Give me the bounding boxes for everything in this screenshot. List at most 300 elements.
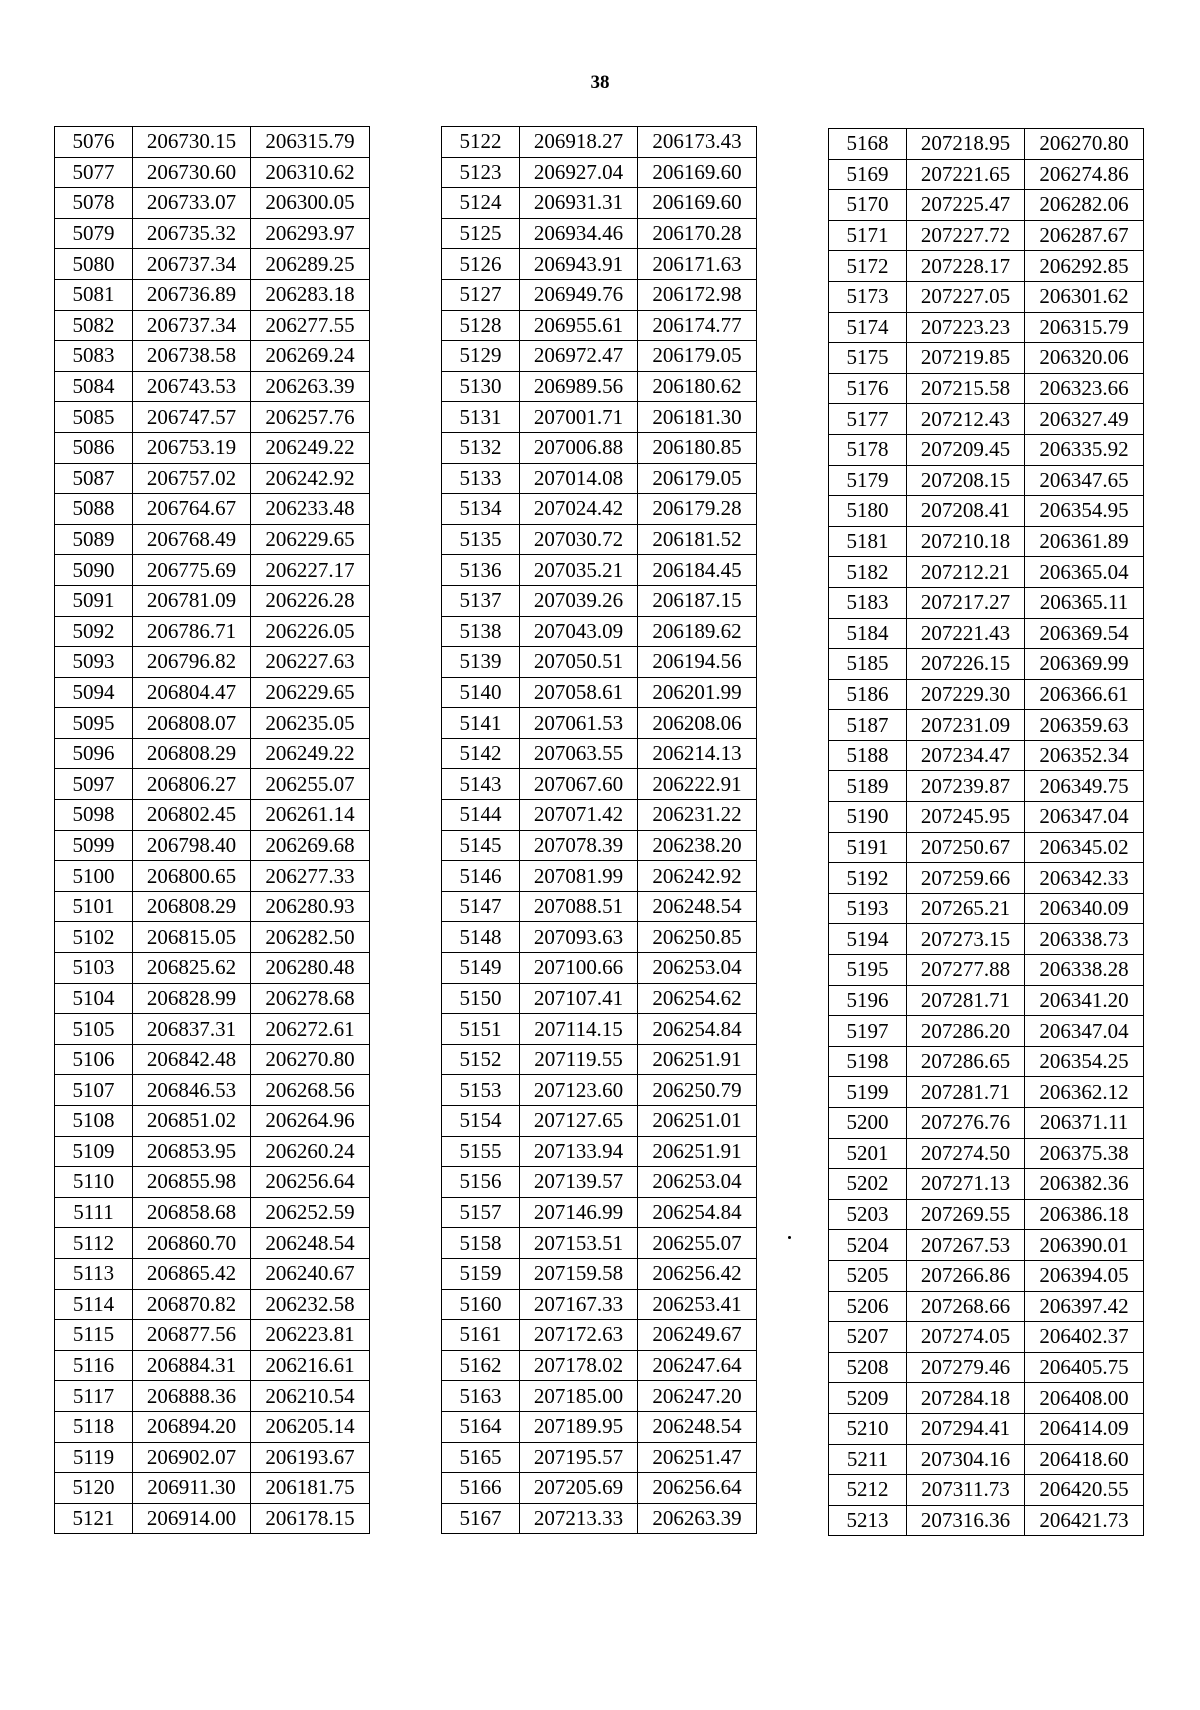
point-id-cell: 5186 bbox=[829, 679, 907, 710]
table-row bbox=[829, 1108, 1144, 1139]
y-coordinate-cell: 206365.04 bbox=[1025, 557, 1144, 588]
table-row bbox=[442, 1197, 757, 1228]
table-row bbox=[829, 832, 1144, 863]
table-row bbox=[829, 343, 1144, 374]
y-coordinate-cell: 206280.93 bbox=[251, 891, 370, 922]
x-coordinate-cell: 206918.27 bbox=[520, 127, 638, 158]
point-id-cell: 5148 bbox=[442, 922, 520, 953]
point-id-cell: 5170 bbox=[829, 190, 907, 221]
x-coordinate-cell: 206884.31 bbox=[133, 1350, 251, 1381]
table-row bbox=[442, 585, 757, 616]
x-coordinate-cell: 207058.61 bbox=[520, 677, 638, 708]
point-id-cell: 5143 bbox=[442, 769, 520, 800]
table-row bbox=[55, 188, 370, 219]
point-id-cell: 5131 bbox=[442, 402, 520, 433]
point-id-cell: 5205 bbox=[829, 1260, 907, 1291]
y-coordinate-cell: 206347.04 bbox=[1025, 802, 1144, 833]
y-coordinate-cell: 206277.33 bbox=[251, 861, 370, 892]
coordinate-table-2 bbox=[441, 126, 757, 1534]
point-id-cell: 5125 bbox=[442, 218, 520, 249]
table-row bbox=[55, 1228, 370, 1259]
y-coordinate-cell: 206235.05 bbox=[251, 708, 370, 739]
y-coordinate-cell: 206227.17 bbox=[251, 555, 370, 586]
table-row bbox=[55, 371, 370, 402]
y-coordinate-cell: 206287.67 bbox=[1025, 220, 1144, 251]
y-coordinate-cell: 206386.18 bbox=[1025, 1199, 1144, 1230]
y-coordinate-cell: 206253.41 bbox=[638, 1289, 757, 1320]
y-coordinate-cell: 206256.64 bbox=[251, 1167, 370, 1198]
table-row bbox=[829, 1230, 1144, 1261]
y-coordinate-cell: 206263.39 bbox=[251, 371, 370, 402]
table-row bbox=[55, 310, 370, 341]
table-row bbox=[829, 1169, 1144, 1200]
x-coordinate-cell: 207063.55 bbox=[520, 738, 638, 769]
y-coordinate-cell: 206327.49 bbox=[1025, 404, 1144, 435]
table-row bbox=[829, 863, 1144, 894]
point-id-cell: 5129 bbox=[442, 341, 520, 372]
x-coordinate-cell: 207107.41 bbox=[520, 983, 638, 1014]
y-coordinate-cell: 206342.33 bbox=[1025, 863, 1144, 894]
table-row bbox=[55, 1258, 370, 1289]
y-coordinate-cell: 206181.52 bbox=[638, 524, 757, 555]
point-id-cell: 5190 bbox=[829, 802, 907, 833]
x-coordinate-cell: 207030.72 bbox=[520, 524, 638, 555]
point-id-cell: 5156 bbox=[442, 1167, 520, 1198]
y-coordinate-cell: 206382.36 bbox=[1025, 1169, 1144, 1200]
point-id-cell: 5137 bbox=[442, 585, 520, 616]
table-row bbox=[442, 157, 757, 188]
y-coordinate-cell: 206345.02 bbox=[1025, 832, 1144, 863]
table-row bbox=[55, 1014, 370, 1045]
point-id-cell: 5166 bbox=[442, 1473, 520, 1504]
x-coordinate-cell: 206842.48 bbox=[133, 1044, 251, 1075]
y-coordinate-cell: 206247.64 bbox=[638, 1350, 757, 1381]
point-id-cell: 5151 bbox=[442, 1014, 520, 1045]
table-row bbox=[55, 1197, 370, 1228]
x-coordinate-cell: 207133.94 bbox=[520, 1136, 638, 1167]
y-coordinate-cell: 206173.43 bbox=[638, 127, 757, 158]
point-id-cell: 5080 bbox=[55, 249, 133, 280]
point-id-cell: 5197 bbox=[829, 1016, 907, 1047]
point-id-cell: 5187 bbox=[829, 710, 907, 741]
y-coordinate-cell: 206179.05 bbox=[638, 463, 757, 494]
table-row bbox=[829, 373, 1144, 404]
point-id-cell: 5099 bbox=[55, 830, 133, 861]
x-coordinate-cell: 207229.30 bbox=[907, 679, 1025, 710]
y-coordinate-cell: 206300.05 bbox=[251, 188, 370, 219]
table-row bbox=[442, 616, 757, 647]
point-id-cell: 5117 bbox=[55, 1381, 133, 1412]
x-coordinate-cell: 207205.69 bbox=[520, 1473, 638, 1504]
y-coordinate-cell: 206180.85 bbox=[638, 432, 757, 463]
y-coordinate-cell: 206264.96 bbox=[251, 1106, 370, 1137]
point-id-cell: 5155 bbox=[442, 1136, 520, 1167]
table-row bbox=[829, 1199, 1144, 1230]
y-coordinate-cell: 206362.12 bbox=[1025, 1077, 1144, 1108]
y-coordinate-cell: 206270.80 bbox=[251, 1044, 370, 1075]
point-id-cell: 5103 bbox=[55, 953, 133, 984]
table-row bbox=[829, 1046, 1144, 1077]
x-coordinate-cell: 206894.20 bbox=[133, 1411, 251, 1442]
y-coordinate-cell: 206280.48 bbox=[251, 953, 370, 984]
table-row bbox=[55, 738, 370, 769]
table-row bbox=[55, 1381, 370, 1412]
point-id-cell: 5077 bbox=[55, 157, 133, 188]
y-coordinate-cell: 206232.58 bbox=[251, 1289, 370, 1320]
point-id-cell: 5172 bbox=[829, 251, 907, 282]
table-row bbox=[829, 1505, 1144, 1536]
x-coordinate-cell: 206806.27 bbox=[133, 769, 251, 800]
point-id-cell: 5078 bbox=[55, 188, 133, 219]
x-coordinate-cell: 206753.19 bbox=[133, 432, 251, 463]
x-coordinate-cell: 207274.05 bbox=[907, 1322, 1025, 1353]
table-row bbox=[55, 494, 370, 525]
point-id-cell: 5167 bbox=[442, 1503, 520, 1534]
y-coordinate-cell: 206180.62 bbox=[638, 371, 757, 402]
x-coordinate-cell: 207294.41 bbox=[907, 1413, 1025, 1444]
point-id-cell: 5159 bbox=[442, 1258, 520, 1289]
point-id-cell: 5090 bbox=[55, 555, 133, 586]
point-id-cell: 5132 bbox=[442, 432, 520, 463]
x-coordinate-cell: 207223.23 bbox=[907, 312, 1025, 343]
point-id-cell: 5110 bbox=[55, 1167, 133, 1198]
x-coordinate-cell: 207119.55 bbox=[520, 1044, 638, 1075]
table-row bbox=[442, 341, 757, 372]
x-coordinate-cell: 206931.31 bbox=[520, 188, 638, 219]
y-coordinate-cell: 206251.91 bbox=[638, 1044, 757, 1075]
table-row bbox=[442, 1411, 757, 1442]
table-row bbox=[442, 1228, 757, 1259]
table-row bbox=[829, 465, 1144, 496]
table-row bbox=[442, 371, 757, 402]
table-row bbox=[442, 891, 757, 922]
x-coordinate-cell: 207227.72 bbox=[907, 220, 1025, 251]
table-row bbox=[442, 1106, 757, 1137]
y-coordinate-cell: 206282.06 bbox=[1025, 190, 1144, 221]
x-coordinate-cell: 207208.41 bbox=[907, 496, 1025, 527]
x-coordinate-cell: 207221.65 bbox=[907, 159, 1025, 190]
y-coordinate-cell: 206315.79 bbox=[1025, 312, 1144, 343]
point-id-cell: 5136 bbox=[442, 555, 520, 586]
x-coordinate-cell: 206860.70 bbox=[133, 1228, 251, 1259]
table-row bbox=[829, 434, 1144, 465]
y-coordinate-cell: 206240.67 bbox=[251, 1258, 370, 1289]
point-id-cell: 5158 bbox=[442, 1228, 520, 1259]
x-coordinate-cell: 206851.02 bbox=[133, 1106, 251, 1137]
y-coordinate-cell: 206226.05 bbox=[251, 616, 370, 647]
table-row bbox=[442, 830, 757, 861]
y-coordinate-cell: 206349.75 bbox=[1025, 771, 1144, 802]
x-coordinate-cell: 206858.68 bbox=[133, 1197, 251, 1228]
x-coordinate-cell: 207269.55 bbox=[907, 1199, 1025, 1230]
point-id-cell: 5095 bbox=[55, 708, 133, 739]
y-coordinate-cell: 206323.66 bbox=[1025, 373, 1144, 404]
x-coordinate-cell: 207245.95 bbox=[907, 802, 1025, 833]
x-coordinate-cell: 207221.43 bbox=[907, 618, 1025, 649]
table-row bbox=[442, 800, 757, 831]
table-row bbox=[829, 1016, 1144, 1047]
y-coordinate-cell: 206201.99 bbox=[638, 677, 757, 708]
table-row bbox=[442, 769, 757, 800]
x-coordinate-cell: 207311.73 bbox=[907, 1475, 1025, 1506]
x-coordinate-cell: 207279.46 bbox=[907, 1352, 1025, 1383]
x-coordinate-cell: 207001.71 bbox=[520, 402, 638, 433]
point-id-cell: 5122 bbox=[442, 127, 520, 158]
x-coordinate-cell: 206877.56 bbox=[133, 1320, 251, 1351]
point-id-cell: 5135 bbox=[442, 524, 520, 555]
x-coordinate-cell: 207304.16 bbox=[907, 1444, 1025, 1475]
x-coordinate-cell: 206747.57 bbox=[133, 402, 251, 433]
x-coordinate-cell: 207316.36 bbox=[907, 1505, 1025, 1536]
x-coordinate-cell: 206815.05 bbox=[133, 922, 251, 953]
x-coordinate-cell: 207014.08 bbox=[520, 463, 638, 494]
table-row bbox=[829, 496, 1144, 527]
point-id-cell: 5134 bbox=[442, 494, 520, 525]
y-coordinate-cell: 206394.05 bbox=[1025, 1260, 1144, 1291]
table-row bbox=[442, 983, 757, 1014]
x-coordinate-cell: 207123.60 bbox=[520, 1075, 638, 1106]
y-coordinate-cell: 206226.28 bbox=[251, 585, 370, 616]
y-coordinate-cell: 206274.86 bbox=[1025, 159, 1144, 190]
x-coordinate-cell: 207225.47 bbox=[907, 190, 1025, 221]
point-id-cell: 5127 bbox=[442, 279, 520, 310]
y-coordinate-cell: 206194.56 bbox=[638, 647, 757, 678]
y-coordinate-cell: 206250.85 bbox=[638, 922, 757, 953]
y-coordinate-cell: 206181.75 bbox=[251, 1473, 370, 1504]
x-coordinate-cell: 207250.67 bbox=[907, 832, 1025, 863]
y-coordinate-cell: 206282.50 bbox=[251, 922, 370, 953]
point-id-cell: 5213 bbox=[829, 1505, 907, 1536]
y-coordinate-cell: 206253.04 bbox=[638, 1167, 757, 1198]
y-coordinate-cell: 206315.79 bbox=[251, 127, 370, 158]
point-id-cell: 5084 bbox=[55, 371, 133, 402]
x-coordinate-cell: 207043.09 bbox=[520, 616, 638, 647]
y-coordinate-cell: 206354.25 bbox=[1025, 1046, 1144, 1077]
y-coordinate-cell: 206223.81 bbox=[251, 1320, 370, 1351]
x-coordinate-cell: 207178.02 bbox=[520, 1350, 638, 1381]
point-id-cell: 5081 bbox=[55, 279, 133, 310]
x-coordinate-cell: 207039.26 bbox=[520, 585, 638, 616]
table-row bbox=[829, 526, 1144, 557]
table-row bbox=[55, 922, 370, 953]
table-row bbox=[829, 740, 1144, 771]
table-row bbox=[829, 1383, 1144, 1414]
point-id-cell: 5178 bbox=[829, 434, 907, 465]
y-coordinate-cell: 206277.55 bbox=[251, 310, 370, 341]
x-coordinate-cell: 207215.58 bbox=[907, 373, 1025, 404]
table-row bbox=[55, 279, 370, 310]
table-row bbox=[442, 1320, 757, 1351]
x-coordinate-cell: 206808.29 bbox=[133, 891, 251, 922]
x-coordinate-cell: 207114.15 bbox=[520, 1014, 638, 1045]
x-coordinate-cell: 207195.57 bbox=[520, 1442, 638, 1473]
y-coordinate-cell: 206289.25 bbox=[251, 249, 370, 280]
y-coordinate-cell: 206414.09 bbox=[1025, 1413, 1144, 1444]
x-coordinate-cell: 207281.71 bbox=[907, 1077, 1025, 1108]
x-coordinate-cell: 207227.05 bbox=[907, 281, 1025, 312]
x-coordinate-cell: 206798.40 bbox=[133, 830, 251, 861]
y-coordinate-cell: 206170.28 bbox=[638, 218, 757, 249]
y-coordinate-cell: 206238.20 bbox=[638, 830, 757, 861]
x-coordinate-cell: 207189.95 bbox=[520, 1411, 638, 1442]
y-coordinate-cell: 206242.92 bbox=[638, 861, 757, 892]
y-coordinate-cell: 206421.73 bbox=[1025, 1505, 1144, 1536]
table-row bbox=[55, 677, 370, 708]
x-coordinate-cell: 206800.65 bbox=[133, 861, 251, 892]
y-coordinate-cell: 206359.63 bbox=[1025, 710, 1144, 741]
point-id-cell: 5147 bbox=[442, 891, 520, 922]
point-id-cell: 5165 bbox=[442, 1442, 520, 1473]
point-id-cell: 5097 bbox=[55, 769, 133, 800]
x-coordinate-cell: 207274.50 bbox=[907, 1138, 1025, 1169]
table-row bbox=[442, 1258, 757, 1289]
y-coordinate-cell: 206263.39 bbox=[638, 1503, 757, 1534]
table-row bbox=[55, 463, 370, 494]
x-coordinate-cell: 206736.89 bbox=[133, 279, 251, 310]
y-coordinate-cell: 206354.95 bbox=[1025, 496, 1144, 527]
point-id-cell: 5185 bbox=[829, 649, 907, 680]
x-coordinate-cell: 206737.34 bbox=[133, 310, 251, 341]
y-coordinate-cell: 206418.60 bbox=[1025, 1444, 1144, 1475]
point-id-cell: 5171 bbox=[829, 220, 907, 251]
y-coordinate-cell: 206320.06 bbox=[1025, 343, 1144, 374]
table-row bbox=[442, 1503, 757, 1534]
table-row bbox=[829, 710, 1144, 741]
y-coordinate-cell: 206301.62 bbox=[1025, 281, 1144, 312]
point-id-cell: 5180 bbox=[829, 496, 907, 527]
point-id-cell: 5140 bbox=[442, 677, 520, 708]
y-coordinate-cell: 206256.42 bbox=[638, 1258, 757, 1289]
y-coordinate-cell: 206338.28 bbox=[1025, 955, 1144, 986]
x-coordinate-cell: 206934.46 bbox=[520, 218, 638, 249]
y-coordinate-cell: 206375.38 bbox=[1025, 1138, 1144, 1169]
table-row bbox=[442, 432, 757, 463]
y-coordinate-cell: 206187.15 bbox=[638, 585, 757, 616]
x-coordinate-cell: 207208.15 bbox=[907, 465, 1025, 496]
point-id-cell: 5113 bbox=[55, 1258, 133, 1289]
point-id-cell: 5153 bbox=[442, 1075, 520, 1106]
point-id-cell: 5139 bbox=[442, 647, 520, 678]
y-coordinate-cell: 206254.84 bbox=[638, 1014, 757, 1045]
x-coordinate-cell: 206825.62 bbox=[133, 953, 251, 984]
y-coordinate-cell: 206249.67 bbox=[638, 1320, 757, 1351]
y-coordinate-cell: 206269.68 bbox=[251, 830, 370, 861]
table-row bbox=[55, 800, 370, 831]
point-id-cell: 5109 bbox=[55, 1136, 133, 1167]
point-id-cell: 5123 bbox=[442, 157, 520, 188]
y-coordinate-cell: 206420.55 bbox=[1025, 1475, 1144, 1506]
x-coordinate-cell: 207050.51 bbox=[520, 647, 638, 678]
y-coordinate-cell: 206347.65 bbox=[1025, 465, 1144, 496]
point-id-cell: 5088 bbox=[55, 494, 133, 525]
table-row bbox=[55, 1411, 370, 1442]
x-coordinate-cell: 206888.36 bbox=[133, 1381, 251, 1412]
point-id-cell: 5142 bbox=[442, 738, 520, 769]
point-id-cell: 5087 bbox=[55, 463, 133, 494]
table-row bbox=[55, 341, 370, 372]
y-coordinate-cell: 206397.42 bbox=[1025, 1291, 1144, 1322]
point-id-cell: 5118 bbox=[55, 1411, 133, 1442]
y-coordinate-cell: 206252.59 bbox=[251, 1197, 370, 1228]
y-coordinate-cell: 206283.18 bbox=[251, 279, 370, 310]
x-coordinate-cell: 206927.04 bbox=[520, 157, 638, 188]
point-id-cell: 5107 bbox=[55, 1075, 133, 1106]
table-row bbox=[55, 555, 370, 586]
x-coordinate-cell: 207185.00 bbox=[520, 1381, 638, 1412]
point-id-cell: 5120 bbox=[55, 1473, 133, 1504]
x-coordinate-cell: 207035.21 bbox=[520, 555, 638, 586]
point-id-cell: 5089 bbox=[55, 524, 133, 555]
x-coordinate-cell: 206870.82 bbox=[133, 1289, 251, 1320]
x-coordinate-cell: 206808.29 bbox=[133, 738, 251, 769]
point-id-cell: 5211 bbox=[829, 1444, 907, 1475]
table-row bbox=[442, 708, 757, 739]
table-row bbox=[442, 922, 757, 953]
y-coordinate-cell: 206231.22 bbox=[638, 800, 757, 831]
table-row bbox=[55, 1473, 370, 1504]
point-id-cell: 5119 bbox=[55, 1442, 133, 1473]
point-id-cell: 5085 bbox=[55, 402, 133, 433]
x-coordinate-cell: 206914.00 bbox=[133, 1503, 251, 1534]
point-id-cell: 5184 bbox=[829, 618, 907, 649]
table-row bbox=[829, 1077, 1144, 1108]
x-coordinate-cell: 207217.27 bbox=[907, 587, 1025, 618]
x-coordinate-cell: 207127.65 bbox=[520, 1106, 638, 1137]
table-row bbox=[829, 955, 1144, 986]
x-coordinate-cell: 207286.20 bbox=[907, 1016, 1025, 1047]
x-coordinate-cell: 206764.67 bbox=[133, 494, 251, 525]
table-row bbox=[829, 1475, 1144, 1506]
point-id-cell: 5100 bbox=[55, 861, 133, 892]
table-row bbox=[55, 891, 370, 922]
y-coordinate-cell: 206179.28 bbox=[638, 494, 757, 525]
point-id-cell: 5124 bbox=[442, 188, 520, 219]
y-coordinate-cell: 206210.54 bbox=[251, 1381, 370, 1412]
x-coordinate-cell: 207209.45 bbox=[907, 434, 1025, 465]
x-coordinate-cell: 207167.33 bbox=[520, 1289, 638, 1320]
x-coordinate-cell: 207159.58 bbox=[520, 1258, 638, 1289]
y-coordinate-cell: 206366.61 bbox=[1025, 679, 1144, 710]
x-coordinate-cell: 206802.45 bbox=[133, 800, 251, 831]
x-coordinate-cell: 206902.07 bbox=[133, 1442, 251, 1473]
x-coordinate-cell: 207276.76 bbox=[907, 1108, 1025, 1139]
x-coordinate-cell: 206837.31 bbox=[133, 1014, 251, 1045]
table-row bbox=[55, 1320, 370, 1351]
table-row bbox=[55, 1167, 370, 1198]
x-coordinate-cell: 206828.99 bbox=[133, 983, 251, 1014]
table-row bbox=[829, 281, 1144, 312]
y-coordinate-cell: 206229.65 bbox=[251, 677, 370, 708]
table-row bbox=[829, 1322, 1144, 1353]
x-coordinate-cell: 207259.66 bbox=[907, 863, 1025, 894]
y-coordinate-cell: 206261.14 bbox=[251, 800, 370, 831]
y-coordinate-cell: 206251.01 bbox=[638, 1106, 757, 1137]
table-row bbox=[442, 1014, 757, 1045]
point-id-cell: 5196 bbox=[829, 985, 907, 1016]
table-row bbox=[442, 1442, 757, 1473]
table-row bbox=[829, 1138, 1144, 1169]
point-id-cell: 5210 bbox=[829, 1413, 907, 1444]
table-row bbox=[829, 985, 1144, 1016]
table-row bbox=[55, 432, 370, 463]
table-row bbox=[829, 618, 1144, 649]
table-row bbox=[829, 159, 1144, 190]
y-coordinate-cell: 206347.04 bbox=[1025, 1016, 1144, 1047]
point-id-cell: 5192 bbox=[829, 863, 907, 894]
table-row bbox=[442, 494, 757, 525]
point-id-cell: 5201 bbox=[829, 1138, 907, 1169]
point-id-cell: 5111 bbox=[55, 1197, 133, 1228]
